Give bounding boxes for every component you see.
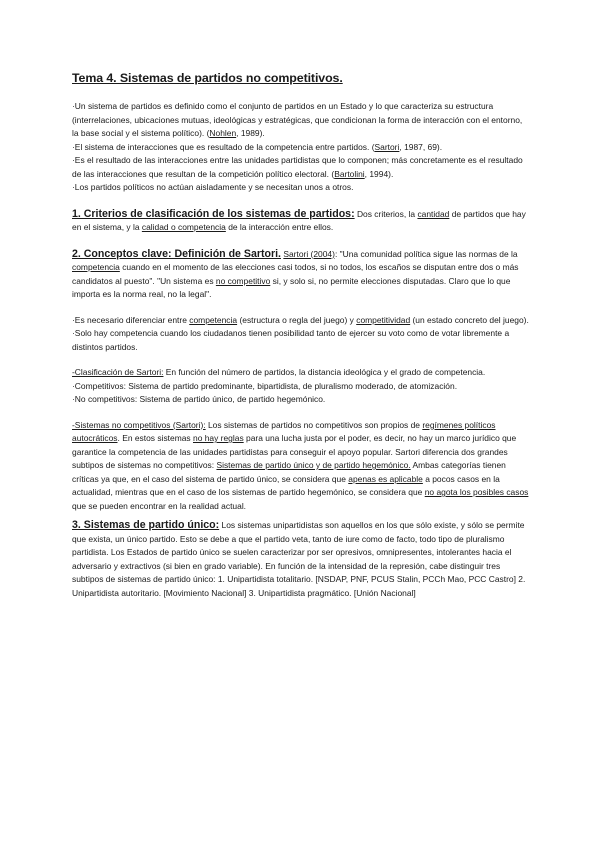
intro-p1-year: , 1989). xyxy=(236,128,265,138)
intro-p2-text: ·El sistema de interacciones que es resultado de la competencia entre partidos. ( xyxy=(72,141,375,152)
intro-p2-year: , 1987, 69). xyxy=(399,141,443,152)
section-2-text-1: : "Una comunidad política sigue las normas de la xyxy=(334,248,518,259)
intro-p2-reference: Sartori xyxy=(374,141,400,152)
section-2-paragraph xyxy=(72,248,530,302)
section-1-text-2: de partidos que hay en el sistema, y la xyxy=(72,208,526,232)
section-1-text-1: Dos criterios, la xyxy=(354,208,418,219)
bullet-1-term-competitividad: competitividad xyxy=(356,314,411,325)
clasificacion-competitivos: ·Competitivos: Sistema de partido predominante, bipartidista, de pluralismo moderado, de atomización. xyxy=(72,380,458,391)
document-body xyxy=(72,70,530,600)
section-2-text-3: si, y solo si, no permite elecciones disputadas. Claro que lo que importa es la norma real, no la legal". xyxy=(72,275,511,299)
term-no-hay-reglas: no hay reglas xyxy=(193,433,244,443)
intro-p1-text: ·Un sistema de partidos es definido como el conjunto de partidos en un Estado y lo que caracteriza su estructura (interrelaciones, ubicaciones mutuas, ideológicas y estratégicas, que condicionan la forma de interacción con el entorno, la base social y el sistema político). ( xyxy=(72,101,523,138)
no-competitivos-text-6: que se pueden encontrar en la realidad actual. xyxy=(72,500,247,511)
term-apenas-aplicable: apenas es aplicable xyxy=(348,473,423,484)
bullet-1-text-c: (un estado concreto del juego). xyxy=(410,314,529,325)
intro-p3-year: , 1994). xyxy=(364,168,394,179)
no-competitivos-text-1: Los sistemas de partidos no competitivos son propios de xyxy=(205,419,423,430)
no-competitivos-text-2: . En estos sistemas xyxy=(117,433,193,443)
intro-p3-reference: Bartolini xyxy=(334,168,365,179)
no-competitivos-paragraph xyxy=(72,419,530,514)
section-2-text-2: cuando en el momento de las elecciones casi todos, si no todos, los escaños se disputan entre dos o más candidatos al puesto". "Un sistema es xyxy=(72,262,519,286)
no-competitivos-label: -Sistemas no competitivos (Sartori): xyxy=(72,419,206,430)
section-2-term-competencia: competencia xyxy=(72,262,120,272)
section-2-reference: Sartori (2004) xyxy=(283,248,335,259)
clasificacion-paragraph xyxy=(72,366,530,380)
term-partido-unico-hegemonico: Sistemas de partido único y de partido hegemónico. xyxy=(216,460,411,470)
bullet-1-term-competencia: competencia xyxy=(189,314,238,325)
section-1-term-calidad: calidad o competencia xyxy=(141,222,226,232)
section-2-term-no-competitivo: no competitivo xyxy=(215,275,271,286)
intro-paragraph-4: ·Los partidos políticos no actúan aisladamente y se necesitan unos a otros. xyxy=(72,182,354,192)
page-title: Tema 4. Sistemas de partidos no competitivos. xyxy=(72,71,343,85)
clasificacion-no-competitivos: ·No competitivos: Sistema de partido único, de partido hegemónico. xyxy=(72,394,326,404)
section-1-term-cantidad: cantidad xyxy=(417,208,450,219)
intro-paragraph-3 xyxy=(72,154,530,181)
clasificacion-label: -Clasificación de Sartori: xyxy=(72,367,164,377)
bullet-1-text-b: (estructura o regla del juego) y xyxy=(237,314,357,325)
bullet-1-text-a: ·Es necesario diferenciar entre xyxy=(72,314,190,325)
intro-paragraph-1 xyxy=(72,100,530,141)
section-1-text-3: de la interacción entre ellos. xyxy=(225,222,334,232)
section-1-paragraph xyxy=(72,208,530,235)
intro-p3-text: ·Es el resultado de las interacciones entre las unidades partidistas que lo componen; más concretamente es el resultado de las interacciones que resultan de la competición político electoral. ( xyxy=(72,155,523,179)
section-3-text: Los sistemas unipartidistas son aquellos en los que sólo existe, y sólo se permite que exista, un único partido. Esto se debe a que el partido veta, tanto de iure como de facto, todo tipo de pluralismo partidista. Los Estados de partido único se suelen caracterizar por ser opresivos, omnipresentes, intolerantes hacia el adversario y extractivos (si bien en grado variable). En función de la intensidad de la represión, cabe distinguir tres subtipos de sistemas de partido único: 1. Unipartidista totalitario. [NSDAP, PNF, PCUS Stalin, PCCh Mao, PCC Castro] 2. Unipartidista autoritario. [Movimiento Nacional] 3. Unipartidista pragmático. [Unión Nacional] xyxy=(72,520,526,598)
intro-p1-reference: Nohlen xyxy=(209,128,237,138)
section-2-bullet-2: ·Solo hay competencia cuando los ciudadanos tienen posibilidad tanto de ejercer su voto como de votar libremente a distintos partidos. xyxy=(72,328,510,352)
no-competitivos-text-5: a pocos casos en la actualidad, mientras que en el caso de los sistemas de partido hegemónico, se considera que xyxy=(72,473,500,497)
term-regimenes-autocraticos: regímenes políticos autocráticos xyxy=(72,419,496,443)
section-3-paragraph xyxy=(72,519,530,600)
section-1-heading: 1. Criterios de clasificación de los sistemas de partidos: xyxy=(72,207,355,220)
no-competitivos-text-3: para una lucha justa por el poder, es decir, no hay un marco jurídico que garantice la competencia de las unidades partidistas para conseguir el apoyo popular. Sartori diferencia dos grandes subtipos de sistemas no competitivos: xyxy=(72,433,517,470)
clasificacion-text: En función del número de partidos, la distancia ideológica y el grado de competencia. xyxy=(163,367,486,377)
section-2-bullet-1 xyxy=(72,314,530,328)
intro-paragraph-2 xyxy=(72,141,530,155)
no-competitivos-text-4: Ambas categorías tienen críticas ya que, en el caso del sistema de partido único, se considera que xyxy=(72,460,506,484)
section-3-heading: 3. Sistemas de partido único: xyxy=(72,519,220,531)
term-no-agota-casos: no agota los posibles casos xyxy=(424,487,529,497)
section-2-heading: 2. Conceptos clave: Definición de Sartori. xyxy=(72,247,281,260)
